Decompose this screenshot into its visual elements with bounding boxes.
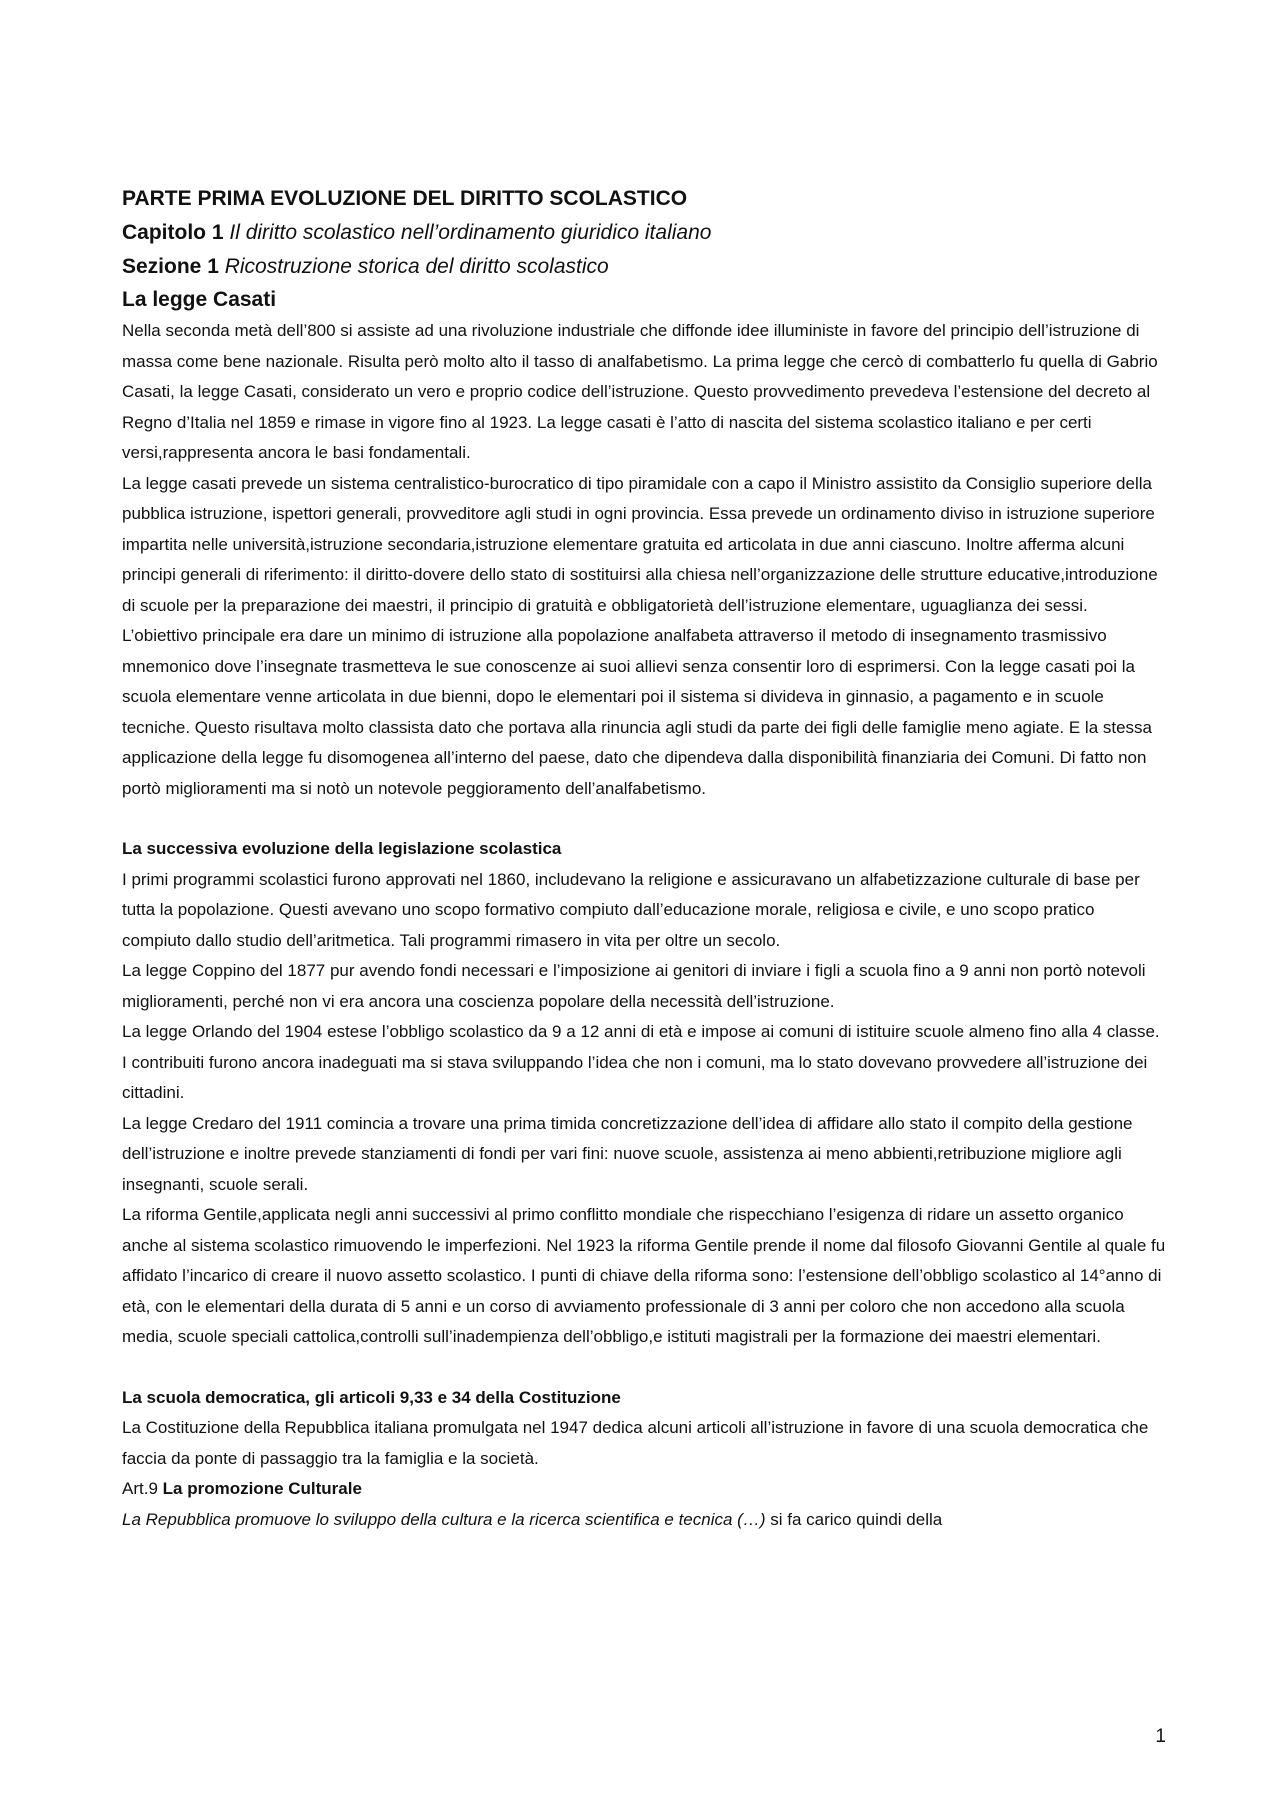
democratica-heading: La scuola democratica, gli articoli 9,33 e 34 della Costituzione [122, 1387, 621, 1407]
document-body [122, 182, 1168, 1535]
section-title [122, 250, 1168, 284]
chapter-name: Il diritto scolastico nell’ordinamento giuridico italiano [229, 221, 712, 244]
evoluzione-paragraph-4: La legge Credaro del 1911 comincia a trovare una prima timida concretizzazione dell’idea di affidare allo stato il compito della gestione dell’istruzione e inoltre prevede stanziamenti di fondi per vari fini: nuove scuole, assistenza ai meno abbienti,retribuzione migliore agli insegnanti, scuole serali. [122, 1113, 1133, 1194]
section-name: Ricostruzione storica del diritto scolastico [224, 255, 609, 278]
democratica-paragraph-1: La Costituzione della Repubblica italiana promulgata nel 1947 dedica alcuni articoli all’istruzione in favore di una scuola democratica che faccia da ponte di passaggio tra la famiglia e la società. [122, 1418, 1149, 1468]
article-9-heading [122, 1474, 1168, 1505]
quote-italic: La Repubblica promuove lo sviluppo della cultura e la ricerca scientifica e tecnica (…) [122, 1509, 766, 1529]
casati-paragraph-1: Nella seconda metà dell’800 si assiste ad una rivoluzione industriale che diffonde idee illuministe in favore del principio dell’istruzione di massa come bene nazionale. Risulta però molto alto il tasso di analfabetismo. La prima legge che cercò di combatterlo fu quella di Gabrio Casati, la legge Casati, considerato un vero e proprio codice dell’istruzione. Questo provvedimento prevedeva l’estensione del decreto al Regno d’Italia nel 1859 e rimase in vigore fino al 1923. La legge casati è l’atto di nascita del sistema scolastico italiano e per certi versi,rappresenta ancora le basi fondamentali. [122, 321, 1158, 462]
article-9-quote [122, 1505, 1168, 1536]
casati-paragraph-3: L’obiettivo principale era dare un minimo di istruzione alla popolazione analfabeta attraverso il metodo di insegnamento trasmissivo mnemonico dove l’insegnate trasmetteva le sue conoscenze ai suoi allievi senza consentir loro di esprimersi. Con la legge casati poi la scuola elementare venne articolata in due bienni, dopo le elementari poi il sistema si divideva in ginnasio, a pagamento e in scuole tecniche. Questo risultava molto classista dato che portava alla rinuncia agli studi da parte dei figli delle famiglie meno agiate. E la stessa applicazione della legge fu disomogenea all’interno del paese, dato che dipendeva dalla disponibilità finanziaria dei Comuni. Di fatto non portò miglioramenti ma si notò un notevole peggioramento dell’analfabetismo. [122, 626, 1153, 798]
evoluzione-paragraph-3: La legge Orlando del 1904 estese l’obbligo scolastico da 9 a 12 anni di età e impose ai comuni di istituire scuole almeno fino alla 4 classe. I contribuiti furono ancora inadeguati ma si stava sviluppando l’idea che non i comuni, ma lo stato dovevano provvedere all’istruzione dei cittadini. [122, 1022, 1160, 1102]
casati-paragraph-2: La legge casati prevede un sistema centralistico-burocratico di tipo piramidale con a capo il Ministro assistito da Consiglio superiore della pubblica istruzione, ispettori generali, provveditore agli studi in ogni provincia. Essa prevede un ordinamento diviso in istruzione superiore impartita nelle università,istruzione secondaria,istruzione elementare gratuita ed articolata in due anni ciascuno. Inoltre afferma alcuni principi generali di riferimento: il diritto-dovere dello stato di sostituirsi alla chiesa nell’organizzazione delle strutture educative,introduzione di scuole per la preparazione dei maestri, il principio di gratuità e obbligatorietà dell’istruzione elementare, uguaglianza dei sessi. [122, 473, 1158, 615]
evoluzione-paragraph-1: I primi programmi scolastici furono approvati nel 1860, includevano la religione e assicuravano un alfabetizzazione culturale di base per tutta la popolazione. Questi avevano uno scopo formativo compiuto dall’educazione morale, religiosa e civile, e uno scopo pratico compiuto dallo studio dell’aritmetica. Tali programmi rimasero in vita per oltre un secolo. [122, 869, 1140, 950]
article-label: Art.9 [122, 1479, 158, 1498]
part-title: PARTE PRIMA EVOLUZIONE DEL DIRITTO SCOLASTICO [122, 187, 688, 210]
casati-heading: La legge Casati [122, 288, 277, 311]
quote-rest: si fa carico quindi della [765, 1509, 943, 1529]
evoluzione-paragraph-2: La legge Coppino del 1877 pur avendo fondi necessari e l’imposizione ai genitori di inviare i figli a scuola fino a 9 anni non portò notevoli miglioramenti, perché non vi era ancora una coscienza popolare della necessità dell’istruzione. [122, 961, 1146, 1011]
evoluzione-heading: La successiva evoluzione della legislazione scolastica [122, 839, 562, 858]
article-title: La promozione Culturale [162, 1479, 362, 1498]
evoluzione-paragraph-5: La riforma Gentile,applicata negli anni successivi al primo conflitto mondiale che rispecchiano l’esigenza di ridare un assetto organico anche al sistema scolastico rimuovendo le imperfezioni. Nel 1923 la riforma Gentile prende il nome dal filosofo Giovanni Gentile al quale fu affidato l’incarico di creare il nuovo assetto scolastico. I punti di chiave della riforma sono: l’estensione dell’obbligo scolastico al 14°anno di età, con le elementari della durata di 5 anni e un corso di avviamento professionale di 3 anni per coloro che non accedono alla scuola media, scuole speciali cattolica,controlli sull’inadempienza dell’obbligo,e istituti magistrali per la formazione dei maestri elementari. [122, 1205, 1166, 1346]
spacer [122, 1353, 1168, 1383]
chapter-title [122, 216, 1168, 250]
section-label: Sezione 1 [122, 255, 219, 278]
page-number: 1 [1155, 1726, 1166, 1747]
chapter-label: Capitolo 1 [122, 221, 224, 244]
spacer [122, 804, 1168, 834]
